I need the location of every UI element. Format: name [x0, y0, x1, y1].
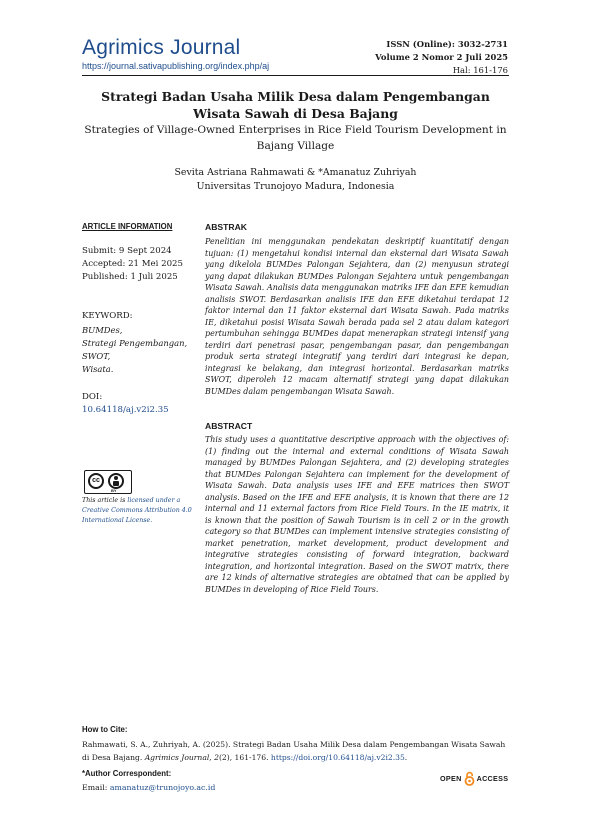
citation-part: (2), 161-176.	[218, 753, 271, 762]
affiliation: Universitas Trunojoyo Madura, Indonesia	[196, 180, 395, 192]
attribution-icon	[108, 473, 124, 489]
keyword-item: Wisata.	[82, 364, 114, 374]
email-link[interactable]: amanatuz@trunojoyo.ac.id	[109, 783, 216, 792]
correspondent-email	[82, 783, 215, 792]
doi-heading: DOI:	[82, 392, 103, 402]
email-label: Email:	[82, 783, 110, 792]
pages: Hal: 161-176	[452, 65, 508, 75]
journal-name: Agrimics Journal	[82, 36, 241, 59]
citation-heading: How to Cite:	[82, 725, 128, 734]
open-access-badge	[440, 771, 508, 786]
accepted-date: Accepted: 21 Mei 2025	[82, 259, 183, 269]
license-link[interactable]: licensed under a Creative Commons Attribution 4.0 International License.	[82, 497, 192, 524]
volume: Volume 2 Nomor 2 Juli 2025	[375, 52, 508, 62]
keyword-list	[82, 324, 187, 376]
abstrak-text: Penelitian ini menggunakan pendekatan deskriptif kuantitatif dengan tujuan: (1) mengetahui kondisi internal dan eksternal dari Wisata Sawah yang dikelola BUMDes Palongan Sejahtera, dan (2) menyusun strategi yang dapat dilakukan BUMDes Palongan Sejahtera untuk pengembangan Wisata Sawah. Analisis data menggunakan matriks IFE dan EFE kemudian analisis SWOT. Berdasarkan analisis IFE dan EFE diketahui terdapat 12 faktor internal dan 11 faktor eksternal dari Wisata Sawah. Pada matriks IE, diketahui posisi Wisata Sawah berada pada sel 2 atau dalam kategori pertumbuhan sehingga BUMDes dapat menerapkan strategi intensif yang terdiri dari penetrasi pasar, pengembangan pasar, dan pengembangan produk serta strategi integratif yang terdiri dari integrasi ke depan, integrasi ke belakang, dan integrasi horizontal. Berdasarkan matriks SWOT, diperoleh 12 macam alternatif strategi yang dapat dilakukan BUMDes dalam pengembangan Wisata Sawah.	[205, 237, 509, 396]
abstract-heading: ABSTRACT	[205, 421, 253, 431]
keyword-item: SWOT,	[82, 351, 111, 361]
cc-icon: cc	[88, 473, 104, 489]
correspondent-heading: *Author Correspondent:	[82, 769, 172, 778]
keyword-heading: KEYWORD:	[82, 311, 133, 321]
license-note	[82, 496, 192, 526]
by-label: BY	[111, 488, 117, 493]
article-title-indonesian: Strategi Badan Usaha Milik Desa dalam Pengembangan Wisata Sawah di Desa Bajang	[101, 89, 490, 121]
keyword-item: Strategi Pengembangan,	[82, 338, 188, 348]
article-title-english: Strategies of Village-Owned Enterprises in Rice Field Tourism Development in Bajang Village	[84, 124, 507, 152]
article-dates	[82, 245, 183, 284]
journal-url-link[interactable]: https://journal.sativapublishing.org/index.php/aj	[82, 61, 270, 71]
abstrak-heading: ABSTRAK	[205, 222, 248, 232]
citation-text	[82, 738, 510, 764]
doi-link[interactable]: 10.64118/aj.v2i2.35	[82, 405, 169, 415]
keyword-item: BUMDes,	[82, 325, 123, 335]
issn: ISSN (Online): 3032-2731	[386, 39, 508, 49]
open-access-right: ACCESS	[476, 774, 509, 783]
abstract-text: This study uses a quantitative descriptive approach with the objectives of: (1) finding out the internal and external conditions of Wisata Sawah managed by BUMDes Palongan Sejahtera, and (2) developing strategies that BUMDes Palongan Sejahtera can implement for the development of Wisata Sawah. Data analysis uses IFE and EFE matrices then SWOT analysis. Based on the IFE and EFE analysis, it is known that there are 12 internal and 11 external factors from Rice Field Tours. In the IE matrix, it is known that the position of Sawah Tourism is in cell 2 or in the growth category so that BUMDes can implement intensive strategies consisting of market penetration, market development, product development and integrative strategies consisting of forward integration, backward integration, and horizontal integration. Based on the SWOT matrix, there are 12 kinds of alternative strategies are obtained that can be applied by BUMDes in developing of Rice Field Tours.	[205, 435, 509, 594]
open-lock-icon	[464, 771, 475, 786]
published-date: Published: 1 Juli 2025	[82, 272, 178, 282]
open-access-left: OPEN	[440, 774, 462, 783]
submit-date: Submit: 9 Sept 2024	[82, 246, 172, 256]
issue-info	[375, 38, 508, 77]
author-block	[82, 166, 509, 193]
license-prefix: This article is	[82, 497, 128, 504]
authors: Sevita Astriana Rahmawati & *Amanatuz Zuhriyah	[174, 167, 417, 178]
citation-journal: Agrimics Journal, 2	[144, 753, 219, 762]
article-info-heading: ARTICLE INFORMATION	[82, 222, 173, 231]
citation-end: .	[404, 753, 408, 762]
cc-by-license-icon[interactable]	[84, 470, 132, 494]
citation-part: Rahmawati, S. A., Zuhriyah, A. (2025). Strategi Badan Usaha Milik Desa dalam Pengembangan Wisata Sawah di Desa Bajang.	[82, 740, 506, 762]
citation-doi-link[interactable]: https://doi.org/10.64118/aj.v2i2.35	[270, 753, 405, 762]
